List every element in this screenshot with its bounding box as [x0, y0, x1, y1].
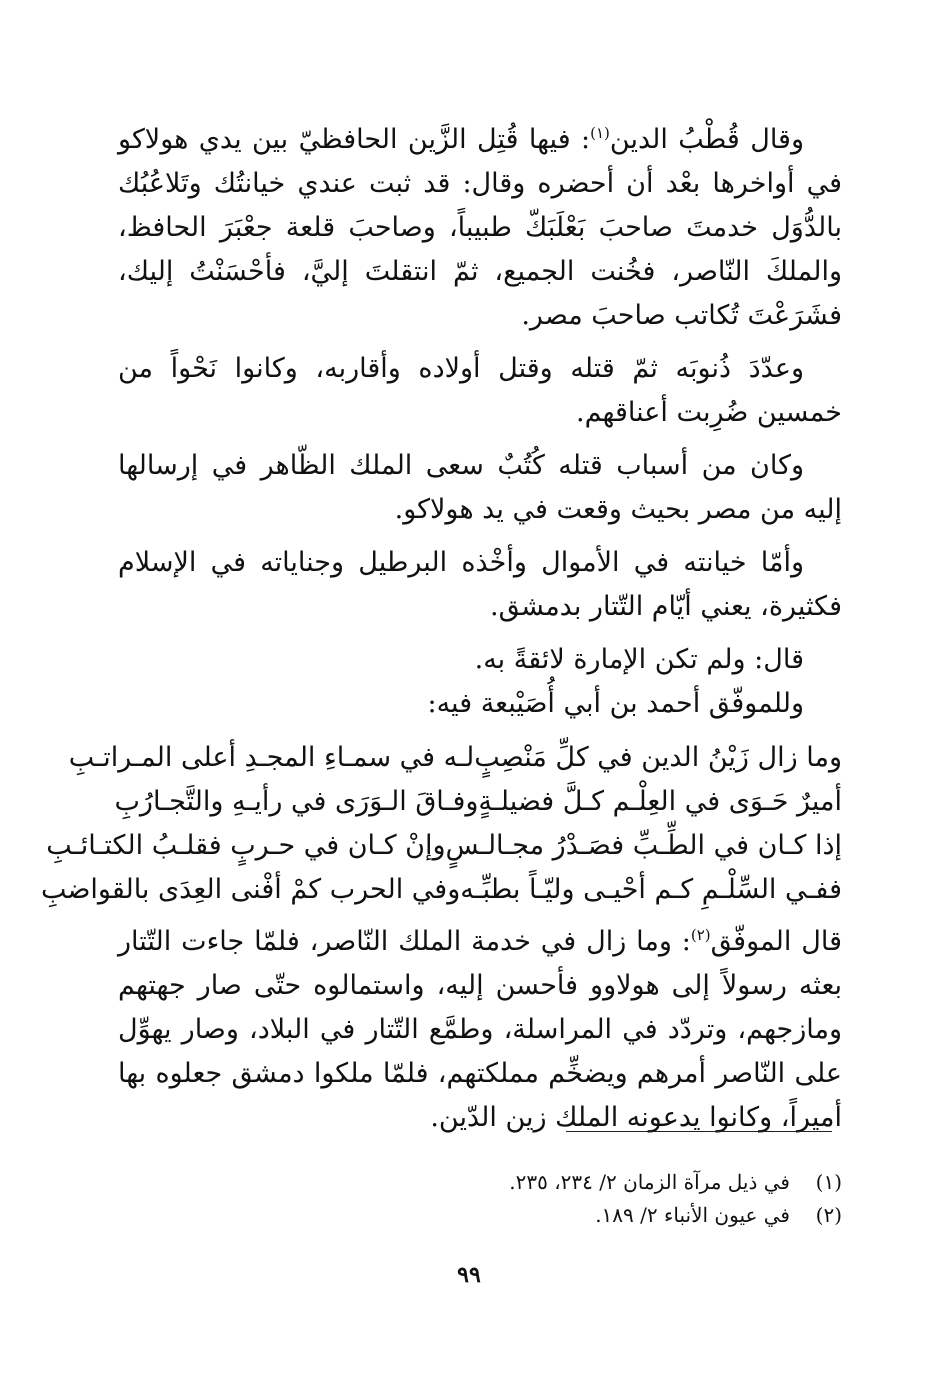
poem-verse — [114, 780, 842, 824]
poem-verse — [46, 824, 842, 868]
paragraph: وكان من أسباب قتله كُتُبٌ سعى الملك الظّاهر في إرسالها إليه من مصر بحيث وقعت في يد هولاكو. — [118, 450, 842, 525]
paragraph: وأمّا خيانته في الأموال وأخْذه البرطيل وجناياته في الإسلام فكثيرة، يعني أيّام التّتار بدمشق. — [118, 547, 842, 622]
footnote-text: في ذيل مرآة الزمان ٢/ ٢٣٤، ٢٣٥. — [509, 1170, 790, 1194]
poem-verse — [40, 868, 842, 912]
paragraph: وقال قُطْبُ الدين$^{(١)}$: فيها قُتِل الزَّين الحافظيّ بين يدي هولاكو في أواخرها بعْد أن أحضره وقال: قد ثبت عندي خيانتُك وتَلاعُبُك بالدُّوَل خدمتَ صاحبَ بَعْلَبَكّ طبيباً، وصاحبَ قلعة جعْبَرَ الحافظ، والملكَ النّاصر، فخُنت الجميع، ثمّ انتقلتَ إليَّ، فأحْسَنْتُ إليك، فشَرَعْتَ تُكاتب صاحبَ مصر. — [118, 124, 842, 331]
footnotes — [300, 1166, 842, 1232]
main-text — [40, 118, 843, 1149]
page-number: ٩٩ — [457, 1262, 481, 1288]
footnote-number: (١) — [815, 1170, 842, 1194]
paragraph: قال الموفّق$^{(٢)}$: وما زال في خدمة الملك النّاصر، فلمّا جاءت التّتار بعثه رسولاً إلى هولاوو فأحسن إليه، واستمالوه حتّى صار جهتهم ومازجهم، وتردّد في المراسلة، وطمَّع التّتار في البلاد، وصار يهوِّل على النّاصر أمرهم ويضخِّم مملكتهم، فلمّا ملكوا دمشق جعلوه بها أميراً، وكانوا يدعونه الملك زين الدّين. — [118, 926, 843, 1133]
verse-first-hemistich: ففـي السِّلْـمِ كـم أحْيـى وليّـاً بطبِّـه — [460, 874, 842, 905]
verse-second-hemistich: وفي الحرب كمْ أفْنى العِدَى بالقواضبِ — [40, 874, 461, 905]
intro-line: وللموفّق أحمد بن أبي أُصَيْبعة فيه: — [427, 688, 804, 719]
footnote — [300, 1199, 842, 1232]
verse-second-hemistich: وإنْ كـان في حـربٍ فقلـبُ الكتـائـبِ — [46, 830, 446, 861]
verse-first-hemistich: إذا كـان في الطِّـبِّ فصَـدْرُ مجـالـسٍ — [445, 830, 842, 861]
footnote — [300, 1166, 842, 1199]
verse-second-hemistich: وفـاقَ الـوَرَى في رأيـهِ والتَّجـارُبِ — [114, 786, 479, 817]
footnote-separator — [566, 1131, 832, 1132]
intro-line: قال: ولم تكن الإمارة لائقةً به. — [474, 644, 804, 675]
verse-first-hemistich: وما زال زَيْنُ الدين في كلِّ مَنْصِبٍ — [474, 742, 842, 773]
verse-second-hemistich: لـه في سمـاءِ المجـدِ أعلى المـراتـبِ — [68, 742, 475, 773]
poem — [40, 736, 842, 912]
footnote-number: (٢) — [815, 1203, 842, 1227]
footnote-text: في عيون الأنباء ٢/ ١٨٩. — [595, 1203, 790, 1227]
paragraph: وعدّدَ ذُنوبَه ثمّ قتله وقتل أولاده وأقاربه، وكانوا نَحْواً من خمسين ضُرِبت أعناقهم. — [118, 353, 842, 428]
verse-first-hemistich: أميرٌ حَـوَى في العِلْـم كـلَّ فضيلـةٍ — [478, 786, 842, 817]
poem-verse — [68, 736, 842, 780]
footnote-ref: (١) — [590, 124, 610, 142]
footnote-ref: (٢) — [690, 926, 711, 944]
